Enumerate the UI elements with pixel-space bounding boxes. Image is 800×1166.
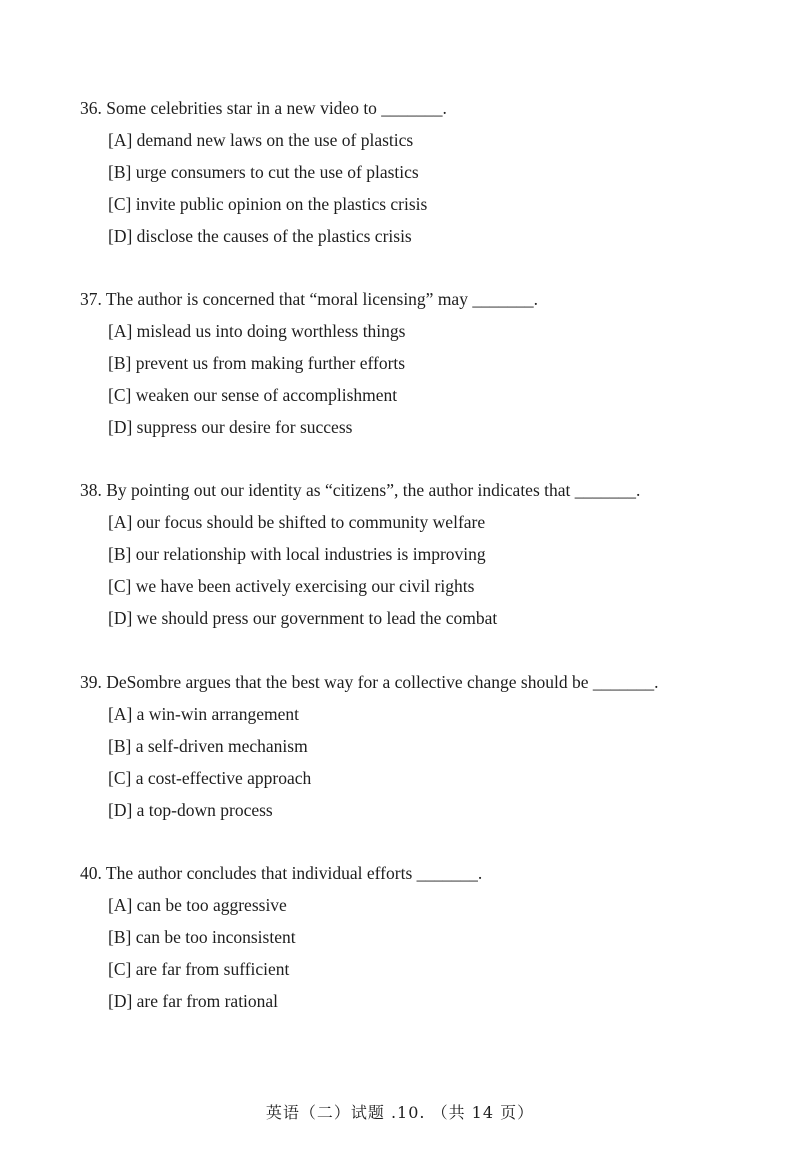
- option-d: [D] disclose the causes of the plastics crisis: [108, 226, 412, 246]
- question-37: [80, 287, 760, 439]
- option-c: [C] a cost-effective approach: [108, 768, 312, 788]
- question-39: [80, 670, 760, 822]
- option-b: [B] our relationship with local industries is improving: [108, 544, 486, 564]
- option-d: [D] we should press our government to lead the combat: [108, 608, 498, 628]
- option-b: [B] can be too inconsistent: [108, 927, 296, 947]
- option-d: [D] suppress our desire for success: [108, 417, 353, 437]
- option-list: [80, 510, 760, 630]
- question-stem: 39. DeSombre argues that the best way for a collective change should be _______.: [80, 672, 659, 692]
- option-c: [C] weaken our sense of accomplishment: [108, 385, 398, 405]
- question-38: [80, 478, 760, 630]
- page-footer: 英语（二）试题 .10. （共 14 页）: [265, 1103, 535, 1122]
- question-stem: 38. By pointing out our identity as “citizens”, the author indicates that _______.: [80, 480, 641, 500]
- option-a: [A] a win-win arrangement: [108, 704, 299, 724]
- option-list: [80, 702, 760, 822]
- option-list: [80, 319, 760, 439]
- option-c: [C] are far from sufficient: [108, 959, 290, 979]
- option-list: [80, 128, 760, 248]
- option-a: [A] demand new laws on the use of plastics: [108, 130, 414, 150]
- option-a: [A] can be too aggressive: [108, 895, 287, 915]
- option-d: [D] are far from rational: [108, 991, 279, 1011]
- question-stem: 36. Some celebrities star in a new video to _______.: [80, 98, 447, 118]
- option-a: [A] mislead us into doing worthless things: [108, 321, 406, 341]
- option-list: [80, 893, 760, 1013]
- option-b: [B] prevent us from making further efforts: [108, 353, 406, 373]
- option-b: [B] a self-driven mechanism: [108, 736, 308, 756]
- question-40: [80, 861, 760, 1013]
- option-c: [C] we have been actively exercising our civil rights: [108, 576, 475, 596]
- option-c: [C] invite public opinion on the plastics crisis: [108, 194, 428, 214]
- question-36: [80, 96, 760, 248]
- question-stem: 37. The author is concerned that “moral licensing” may _______.: [80, 289, 538, 309]
- option-d: [D] a top-down process: [108, 800, 273, 820]
- option-b: [B] urge consumers to cut the use of plastics: [108, 162, 419, 182]
- question-stem: 40. The author concludes that individual efforts _______.: [80, 863, 483, 883]
- option-a: [A] our focus should be shifted to community welfare: [108, 512, 486, 532]
